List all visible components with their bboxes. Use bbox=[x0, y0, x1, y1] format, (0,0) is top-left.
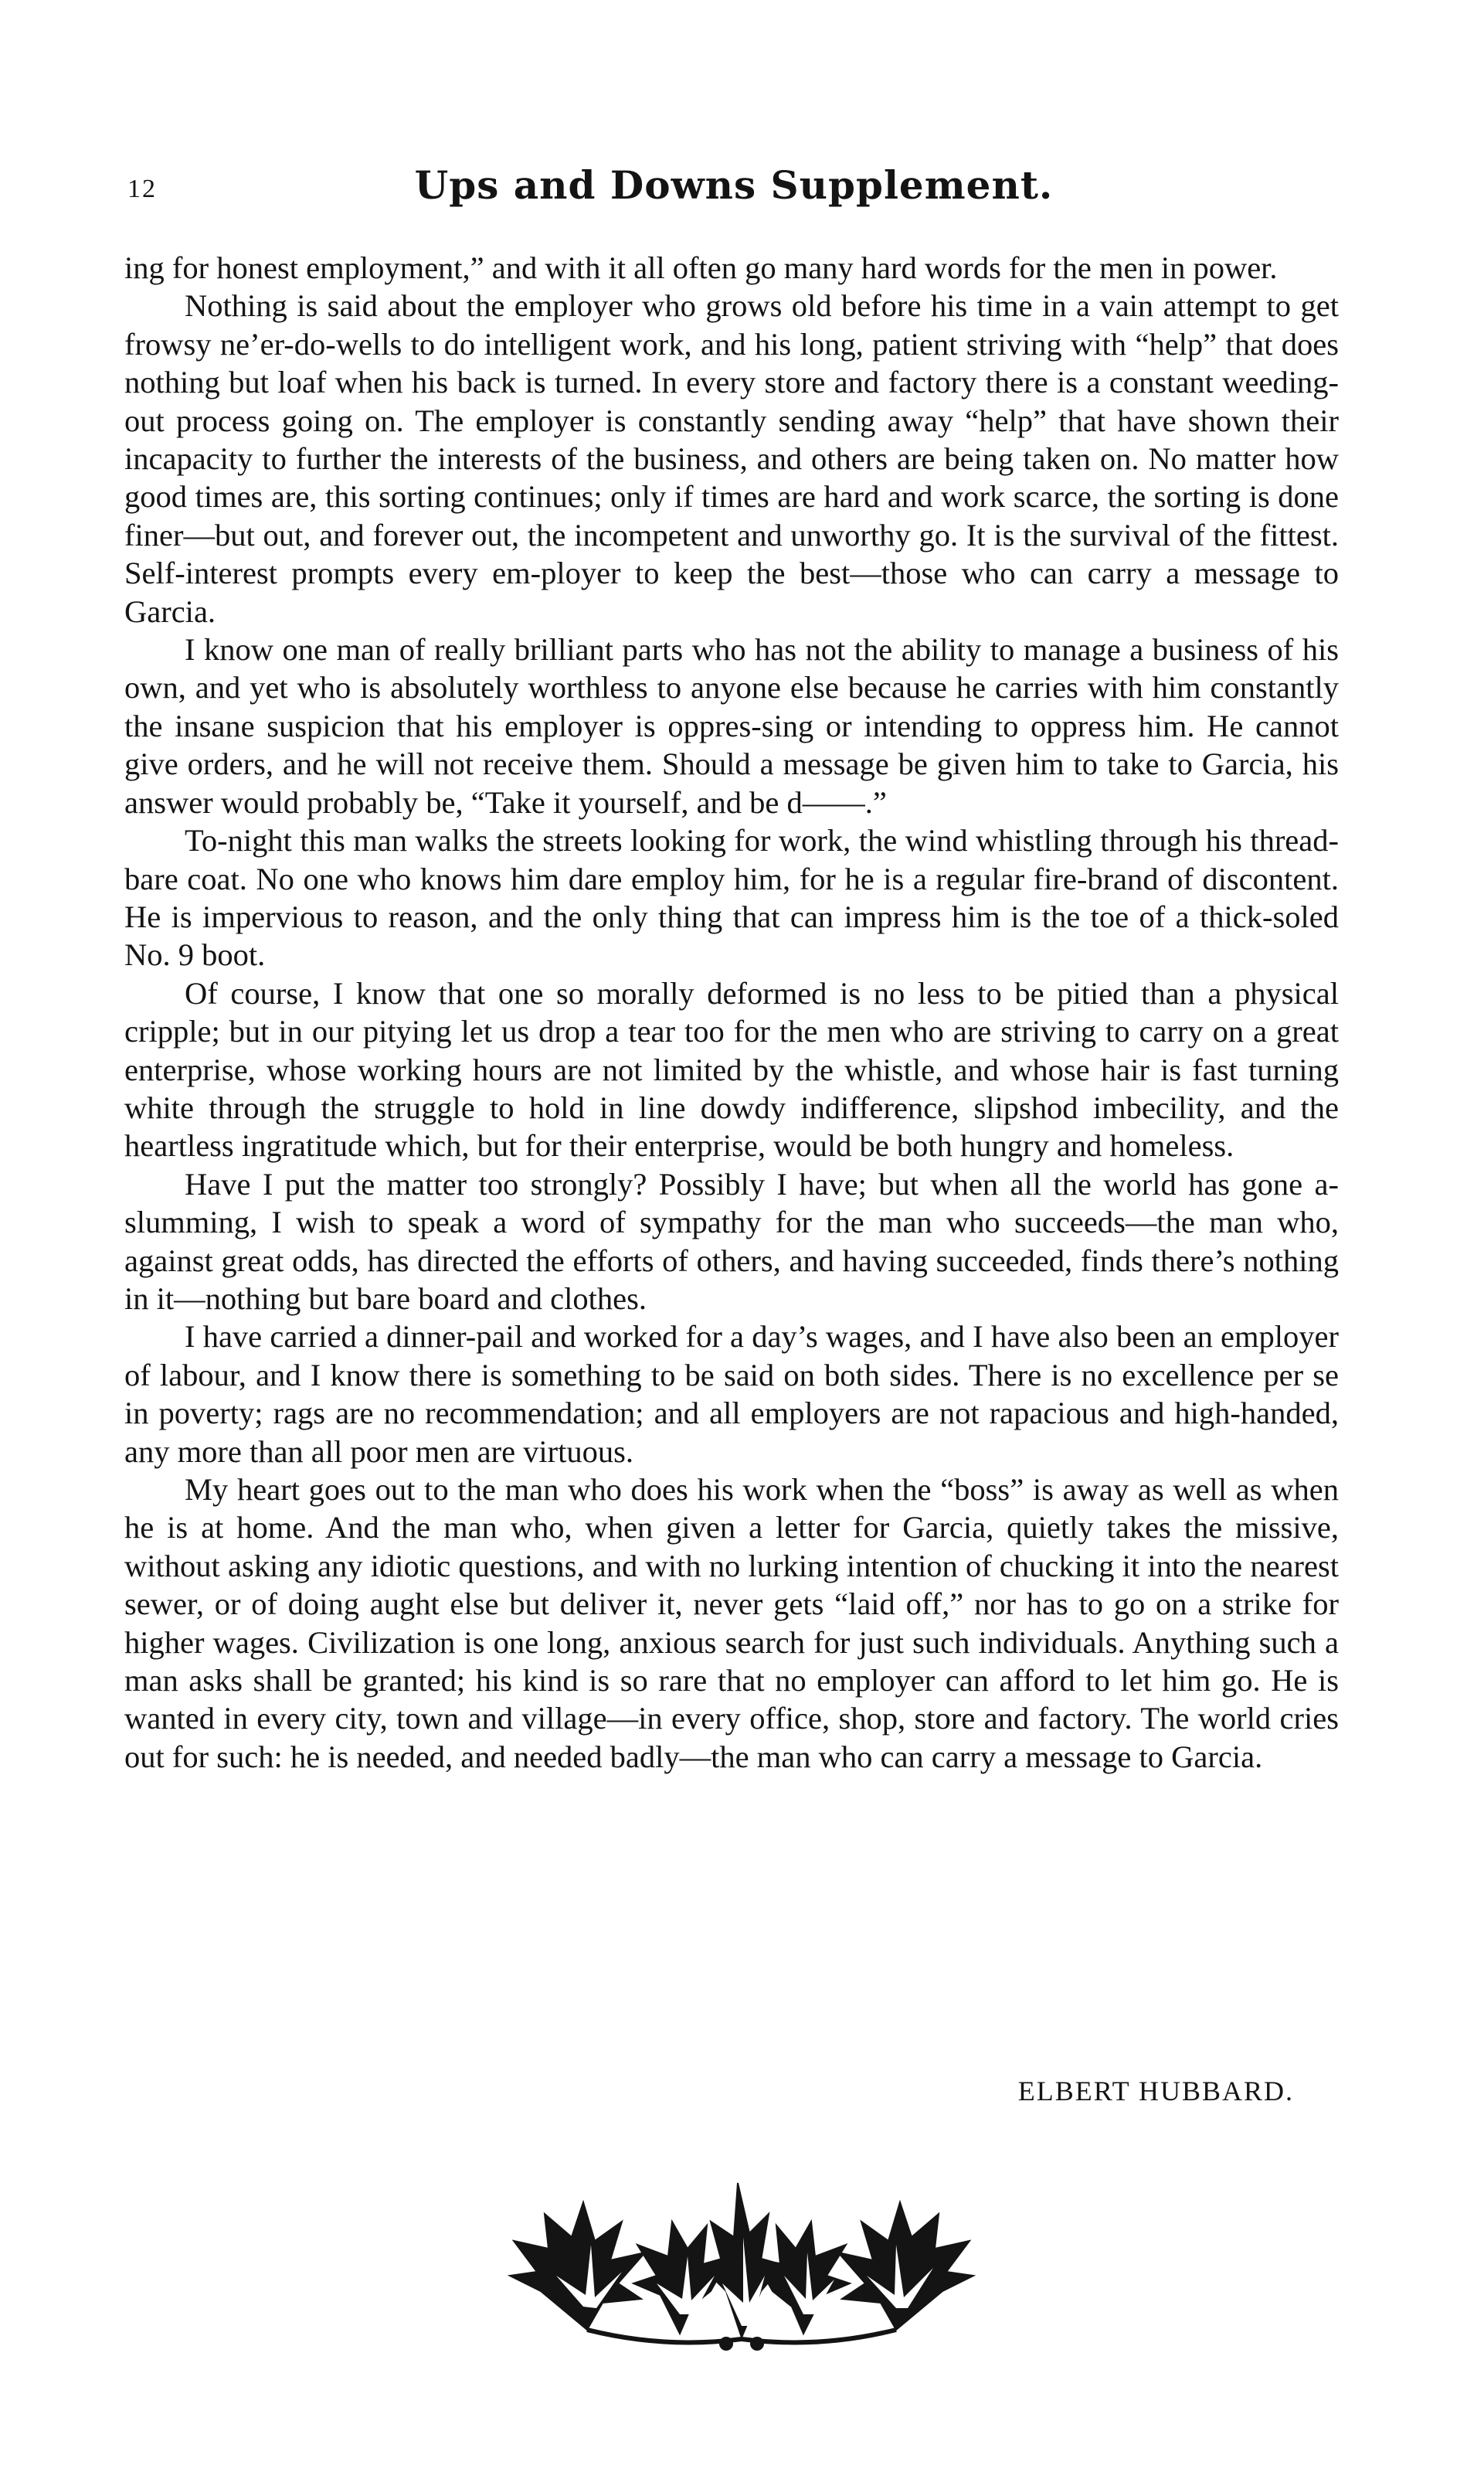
paragraph: I know one man of really brilliant parts who has not the ability to manage a business of his own, and yet who is absolutely worthless to anyone else because he carries with him constantly the insane suspicion that his employer is oppres-sing or intending to oppress him. He cannot give orders, and he will not receive them. Should a message be given him to take to Garcia, his answer would probably be, “Take it yourself, and be d——.” bbox=[124, 632, 1339, 820]
paragraph: Nothing is said about the employer who grows old before his time in a vain attempt to get frowsy ne’er-do-wells to do intelligent work, and his long, patient striving with “help” that does nothing but loaf when his back is turned. In every store and factory there is a constant weeding-out process going on. The employer is constantly sending away “help” that have shown their incapacity to further the interests of the business, and others are being taken on. No matter how good times are, this sorting continues; only if times are hard and work scarce, the sorting is done finer—but out, and forever out, the incompetent and unworthy go. It is the survival of the fittest. Self-interest prompts every em-ployer to keep the best—those who can carry a message to Garcia. bbox=[124, 288, 1339, 629]
paragraph: I have carried a dinner-pail and worked for a day’s wages, and I have also been an employer of labour, and I know there is something to be said on both sides. There is no excellence per se in poverty; rags are no recommendation; and all employers are not rapacious and high-handed, any more than all poor men are virtuous. bbox=[124, 1319, 1339, 1469]
paragraph: My heart goes out to the man who does his work when the “boss” is away as well as when he is at home. And the man who, when given a letter for Garcia, quietly takes the missive, without asking any idiotic questions, and with no lurking intention of chucking it into the nearest sewer, or of doing aught else but deliver it, never gets “laid off,” nor has to go on a strike for higher wages. Civilization is one long, anxious search for just such individuals. Anything such a man asks shall be granted; his kind is so rare that no employer can afford to let him go. He is wanted in every city, town and village—in every office, shop, store and factory. The world cries out for such: he is needed, and needed badly—the man who can carry a message to Garcia. bbox=[124, 1472, 1339, 1774]
page-number: 12 bbox=[127, 175, 157, 203]
paragraph: Have I put the matter too strongly? Possibly I have; but when all the world has gone a-slumming, I wish to speak a word of sympathy for the man who succeeds—the man who, against great odds, has directed the efforts of others, and having succeeded, finds there’s nothing in it—nothing but bare board and clothes. bbox=[124, 1166, 1339, 1316]
running-title: Ups and Downs Supplement. bbox=[414, 162, 1054, 208]
page-header bbox=[127, 162, 1340, 216]
paragraph: ing for honest employment,” and with it all often go many hard words for the men in power. bbox=[124, 250, 1278, 285]
maple-leaves-ornament-icon bbox=[494, 2160, 989, 2353]
article-body bbox=[124, 249, 1339, 1776]
author-signature: ELBERT HUBBARD. bbox=[1017, 2076, 1294, 2106]
paragraph: To-night this man walks the streets looking for work, the wind whistling through his thread-bare coat. No one who knows him dare employ him, for he is a regular fire-brand of discontent. He is impervious to reason, and the only thing that can impress him is the toe of a thick-soled No. 9 boot. bbox=[124, 823, 1339, 973]
paragraph: Of course, I know that one so morally deformed is no less to be pitied than a physical cripple; but in our pitying let us drop a tear too for the men who are striving to carry on a great enterprise, whose working hours are not limited by the whistle, and whose hair is fast turning white through the struggle to hold in line dowdy indifference, slipshod imbecility, and the heartless ingratitude which, but for their enterprise, would be both hungry and homeless. bbox=[124, 975, 1339, 1164]
